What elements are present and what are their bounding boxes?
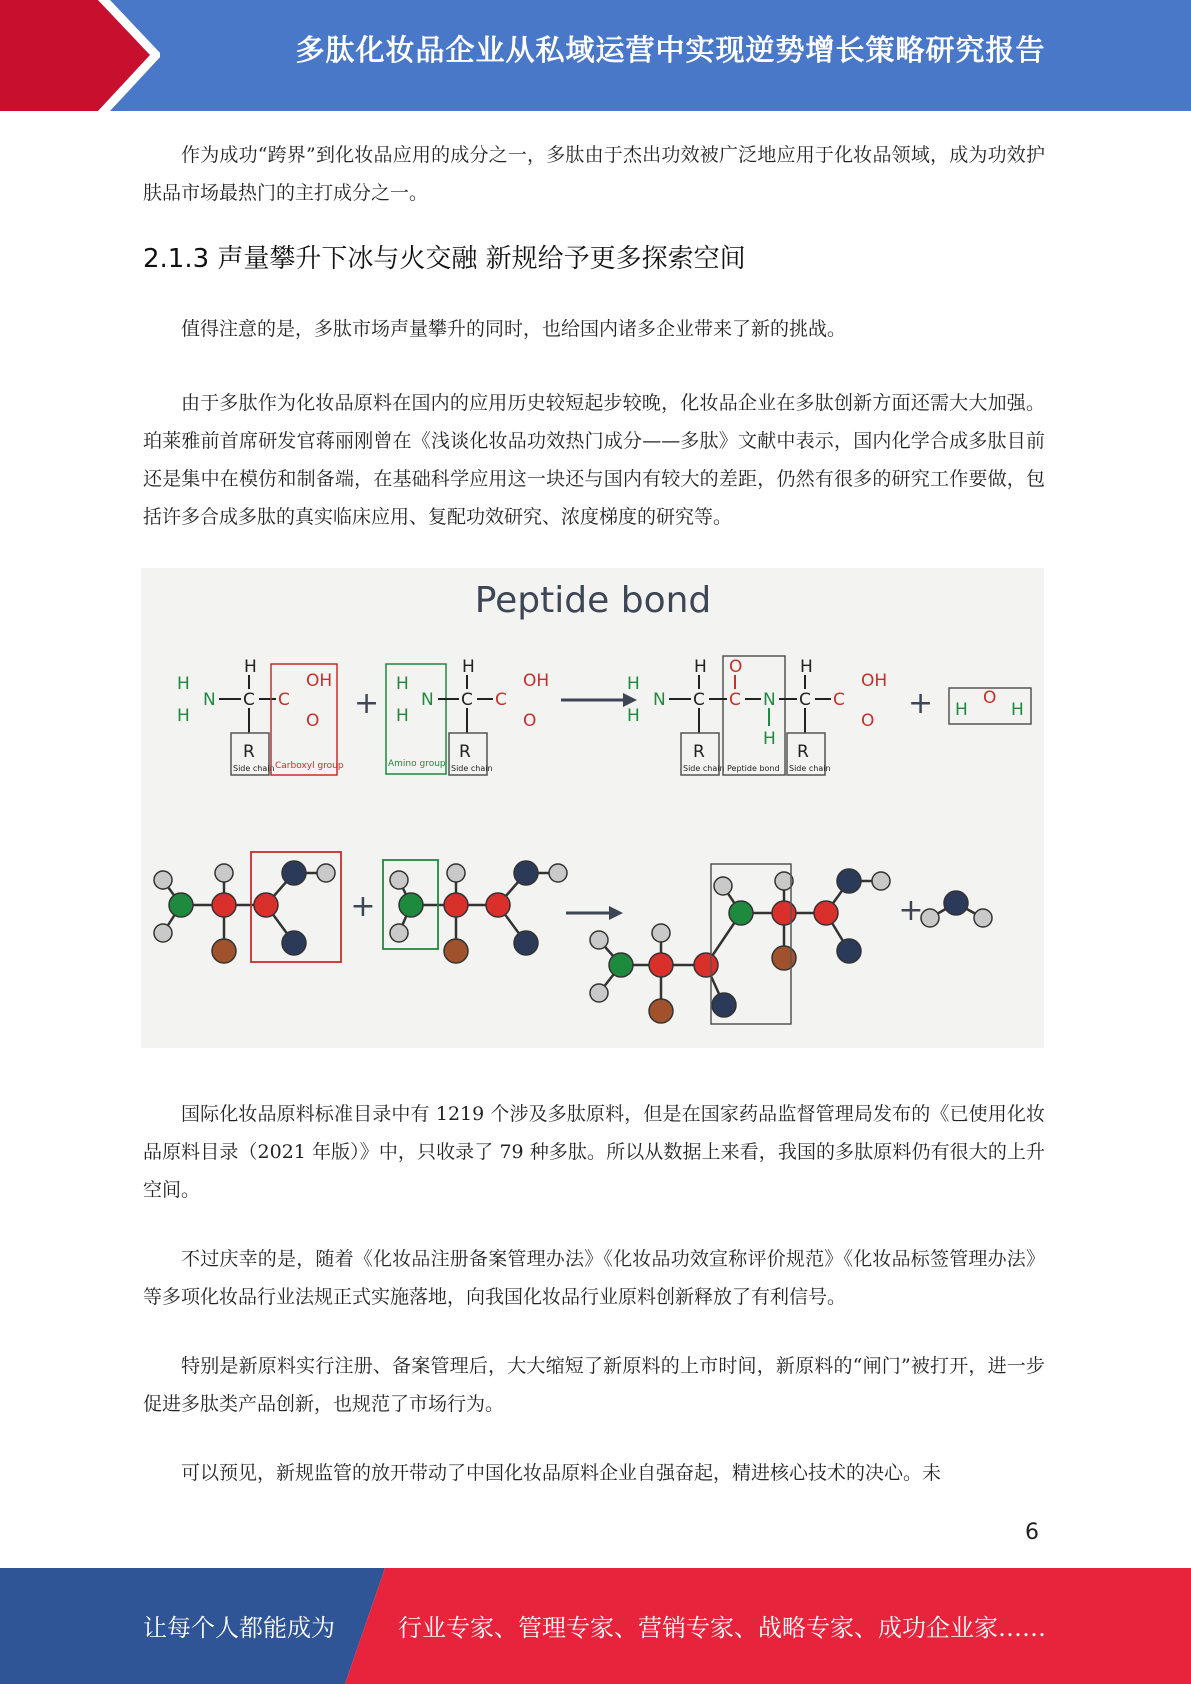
- svg-text:R: R: [243, 742, 255, 762]
- svg-text:H: H: [627, 706, 640, 726]
- page-number: 6: [1025, 1520, 1039, 1545]
- svg-text:N: N: [653, 690, 666, 710]
- paragraph: 国际化妆品原料标准目录中有 1219 个涉及多肽原料，但是在国家药品监督管理局发布的《已使用化妆品原料目录（2021 年版）》中，只收录了 79 种多肽。所以从数据上来看，我国的多肽原料仍有很大的上升空间。: [143, 1103, 1045, 1201]
- peptide-bond-figure: [141, 568, 1044, 1048]
- svg-text:R: R: [459, 742, 471, 762]
- svg-text:H: H: [1011, 700, 1024, 720]
- lower-text-1: [143, 1095, 1045, 1209]
- carboxyl-group-label: Carboxyl group: [275, 761, 344, 771]
- svg-text:N: N: [763, 690, 776, 710]
- svg-text:C: C: [278, 690, 290, 710]
- footer-slogan-right: 行业专家、管理专家、营销专家、战略专家、成功企业家……: [398, 1614, 1046, 1642]
- plus-icon: +: [898, 893, 924, 928]
- side-chain-label: Side chain: [683, 764, 725, 773]
- svg-text:C: C: [461, 690, 473, 710]
- paragraph: 可以预见，新规监管的放开带动了中国化妆品原料企业自强奋起，精进核心技术的决心。未: [181, 1462, 942, 1484]
- svg-text:O: O: [523, 711, 537, 731]
- svg-text:OH: OH: [523, 671, 550, 691]
- side-chain-label: Side chain: [233, 764, 275, 773]
- page-footer: [0, 1568, 1191, 1684]
- plus-icon: +: [908, 686, 934, 721]
- side-chain-label: Side chain: [451, 764, 493, 773]
- svg-text:H: H: [396, 706, 409, 726]
- lower-text-4: [143, 1454, 1045, 1492]
- mid-text-1: [143, 310, 1045, 348]
- svg-text:C: C: [243, 690, 255, 710]
- svg-text:H: H: [462, 657, 475, 677]
- svg-text:H: H: [627, 674, 640, 694]
- svg-text:C: C: [729, 690, 741, 710]
- amino-group-label: Amino group: [388, 759, 446, 769]
- page-header: [0, 0, 1191, 111]
- peptide-bond-diagram: [141, 568, 1044, 1048]
- svg-text:H: H: [396, 674, 409, 694]
- svg-text:R: R: [693, 742, 705, 762]
- lower-text-3: [143, 1347, 1045, 1423]
- svg-text:OH: OH: [306, 671, 333, 691]
- svg-text:N: N: [203, 690, 216, 710]
- paragraph: 值得注意的是，多肽市场声量攀升的同时，也给国内诸多企业带来了新的挑战。: [181, 318, 847, 340]
- header-title: 多肽化妆品企业从私域运营中实现逆势增长策略研究报告: [295, 33, 1046, 67]
- svg-text:H: H: [800, 657, 813, 677]
- structural-formula-row: [177, 656, 1031, 775]
- section-heading: 2.1.3 声量攀升下冰与火交融 新规给予更多探索空间: [143, 244, 746, 274]
- ball-and-stick-row: [154, 852, 992, 1024]
- svg-text:H: H: [244, 657, 257, 677]
- svg-text:R: R: [797, 742, 809, 762]
- paragraph: 不过庆幸的是，随着《化妆品注册备案管理办法》《化妆品功效宣称评价规范》《化妆品标签管理办法》等多项化妆品行业法规正式实施落地，向我国化妆品行业原料创新释放了有利信号。: [143, 1248, 1045, 1308]
- svg-text:H: H: [177, 674, 190, 694]
- svg-text:O: O: [983, 688, 997, 708]
- dipeptide: [627, 656, 887, 775]
- mid-text-2: [143, 384, 1045, 536]
- svg-text:H: H: [763, 729, 776, 749]
- svg-text:H: H: [694, 657, 707, 677]
- svg-text:N: N: [421, 690, 434, 710]
- svg-text:OH: OH: [861, 671, 888, 691]
- svg-text:O: O: [861, 711, 875, 731]
- svg-text:C: C: [799, 690, 811, 710]
- peptide-bond-label: Peptide bond: [727, 764, 780, 773]
- plus-icon: +: [354, 686, 380, 721]
- intro-text: [143, 136, 1045, 212]
- svg-text:O: O: [729, 657, 743, 677]
- paragraph: 特别是新原料实行注册、备案管理后，大大缩短了新原料的上市时间，新原料的“闸门”被打开，进一步促进多肽类产品创新，也规范了市场行为。: [143, 1355, 1045, 1415]
- paragraph: 由于多肽作为化妆品原料在国内的应用历史较短起步较晚，化妆品企业在多肽创新方面还需大大加强。珀莱雅前首席研发官蒋丽刚曾在《浅谈化妆品功效热门成分——多肽》文献中表示，国内化学合成多肽目前还是集中在模仿和制备端，在基础科学应用这一块还与国内有较大的差距，仍然有很多的研究工作要做，包括许多合成多肽的真实临床应用、复配功效研究、浓度梯度的研究等。: [143, 392, 1045, 528]
- footer-slogan-left: 让每个人都能成为: [143, 1614, 335, 1642]
- paragraph: 作为成功“跨界”到化妆品应用的成分之一，多肽由于杰出功效被广泛地应用于化妆品领域，成为功效护肤品市场最热门的主打成分之一。: [143, 144, 1045, 204]
- figure-title: Peptide bond: [474, 580, 712, 621]
- amino-acid-2: [386, 657, 549, 775]
- svg-text:O: O: [306, 711, 320, 731]
- svg-text:H: H: [177, 706, 190, 726]
- svg-text:C: C: [495, 690, 507, 710]
- svg-text:C: C: [833, 690, 845, 710]
- header-chevron-icon: [0, 0, 160, 111]
- lower-text-2: [143, 1240, 1045, 1316]
- svg-text:C: C: [693, 690, 705, 710]
- side-chain-label: Side chain: [789, 764, 831, 773]
- amino-acid-1: [177, 657, 344, 775]
- svg-text:H: H: [955, 700, 968, 720]
- plus-icon: +: [350, 889, 376, 924]
